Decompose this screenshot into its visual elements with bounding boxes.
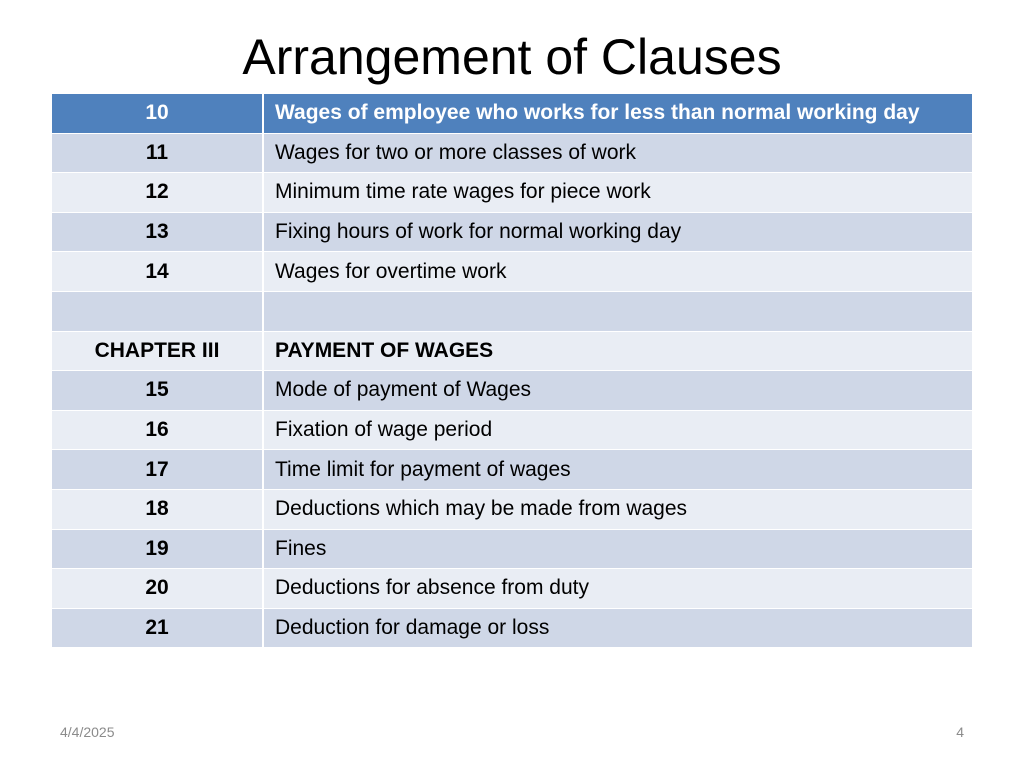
chapter-heading-row [52, 332, 972, 372]
slide-page-number: 4 [956, 724, 964, 740]
clause-title: Wages of employee who works for less than normal working day [264, 94, 972, 134]
clause-number: 16 [52, 411, 264, 451]
table-row [52, 490, 972, 530]
table-row [52, 450, 972, 490]
clause-number: 19 [52, 530, 264, 570]
table-row [52, 134, 972, 174]
clause-number: 10 [52, 94, 264, 134]
clause-number: 11 [52, 134, 264, 174]
table-row [52, 252, 972, 292]
table-row [52, 213, 972, 253]
clause-title: Fixing hours of work for normal working day [264, 213, 972, 253]
clause-number [52, 292, 264, 332]
clause-number: 18 [52, 490, 264, 530]
table-row [52, 609, 972, 649]
clause-title: Wages for overtime work [264, 252, 972, 292]
clause-title [264, 292, 972, 332]
clause-title: Mode of payment of Wages [264, 371, 972, 411]
clause-title: Deductions for absence from duty [264, 569, 972, 609]
clause-number: 13 [52, 213, 264, 253]
chapter-number: CHAPTER III [52, 332, 264, 372]
clause-title: Deductions which may be made from wages [264, 490, 972, 530]
clause-title: Wages for two or more classes of work [264, 134, 972, 174]
clause-number: 17 [52, 450, 264, 490]
clause-title: Minimum time rate wages for piece work [264, 173, 972, 213]
table-row-empty [52, 292, 972, 332]
slide-title: Arrangement of Clauses [242, 29, 782, 85]
table-row [52, 411, 972, 451]
table-row [52, 569, 972, 609]
chapter-title: PAYMENT OF WAGES [264, 332, 972, 372]
table-row [52, 173, 972, 213]
clause-number: 20 [52, 569, 264, 609]
clause-title: Fixation of wage period [264, 411, 972, 451]
clause-title: Time limit for payment of wages [264, 450, 972, 490]
table-row [52, 371, 972, 411]
clause-number: 21 [52, 609, 264, 649]
clause-title: Deduction for damage or loss [264, 609, 972, 649]
clause-number: 15 [52, 371, 264, 411]
slide-date: 4/4/2025 [60, 724, 115, 740]
table-row [52, 94, 972, 134]
table-row [52, 530, 972, 570]
clauses-table [52, 94, 972, 648]
clause-title: Fines [264, 530, 972, 570]
clause-number: 14 [52, 252, 264, 292]
clause-number: 12 [52, 173, 264, 213]
